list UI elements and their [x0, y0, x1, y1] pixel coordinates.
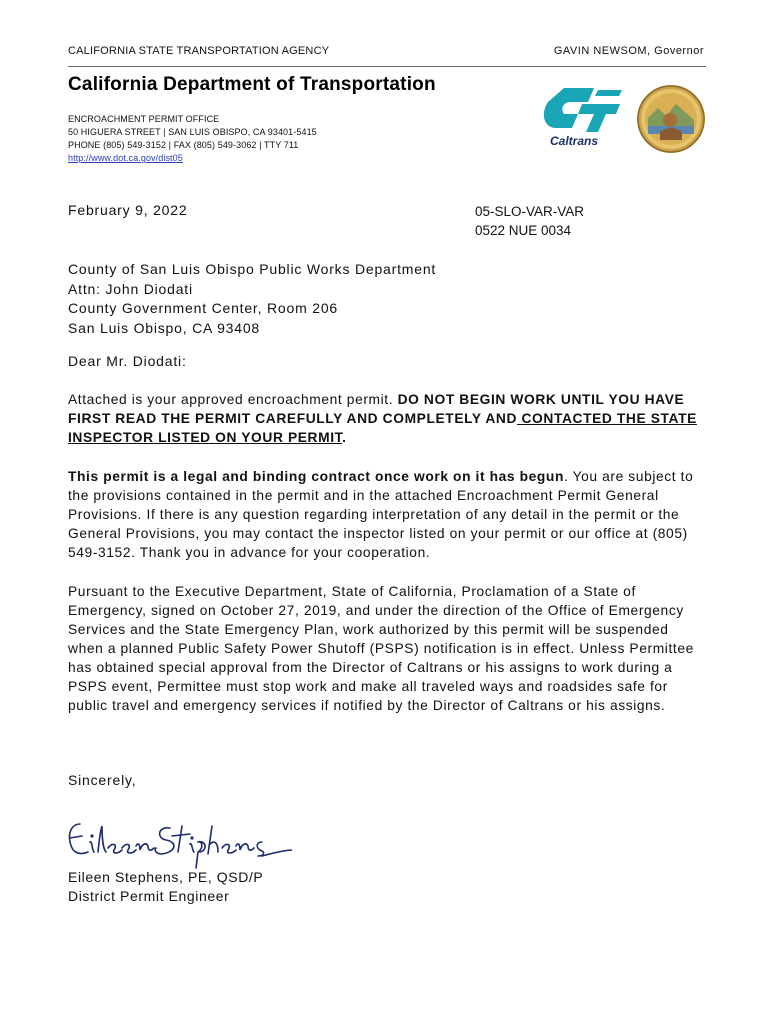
closing: Sincerely, [68, 772, 137, 788]
legal-contract-bold: This permit is a legal and binding contract once work on it has begun [68, 469, 564, 484]
paragraph-legal-contract [68, 467, 708, 562]
permit-notice-warning: DO NOT BEGIN WORK UNTIL YOU HAVE FIRST READ THE PERMIT CAREFULLY AND COMPLETELY AND [68, 392, 685, 426]
governor-name: GAVIN NEWSOM, Governor [553, 45, 704, 57]
recipient-street: County Government Center, Room 206 [68, 300, 338, 316]
permit-reference [475, 202, 584, 240]
permit-notice-contact-inspector: CONTACTED THE STATE INSPECTOR LISTED ON YOUR PERMIT [68, 411, 697, 445]
permit-notice-text: Attached is your approved encroachment permit. [68, 392, 398, 407]
office-block [68, 113, 317, 165]
caltrans-logo-icon [542, 84, 622, 148]
office-website-link[interactable]: http://www.dot.ca.gov/dist05 [68, 153, 183, 163]
recipient-address [68, 260, 436, 338]
department-title: California Department of Transportation [68, 74, 436, 95]
handwritten-signature [62, 812, 292, 872]
state-seal-icon [636, 84, 706, 154]
permit-number: 0522 NUE 0034 [475, 223, 572, 238]
signer-block [68, 868, 263, 906]
office-phone: PHONE (805) 549-3152 | FAX (805) 549-3062 | TTY 711 [68, 140, 299, 150]
recipient-city: San Luis Obispo, CA 93408 [68, 319, 261, 336]
agency-name: CALIFORNIA STATE TRANSPORTATION AGENCY [68, 45, 330, 57]
signer-name: Eileen Stephens, PE, QSD/P [68, 869, 264, 885]
recipient-organization: County of San Luis Obispo Public Works Department [68, 261, 437, 277]
paragraph-psps: Pursuant to the Executive Department, State of California, Proclamation of a State of Emergency, signed on October 27, 2019, and under the direction of the Office of Emergency Services and the State Emergency Plan, work authorized by this permit will be suspended when a planned Public Safety Power Shutoff (PSPS) notification is in effect. Unless Permittee has obtained special approval from the Director of Caltrans or his assigns to work during a PSPS event, Permittee must stop work and make all traveled ways and roadsides safe for public travel and emergency services if notified by the Director of Caltrans or his assigns. [68, 584, 694, 713]
signer-title: District Permit Engineer [68, 888, 230, 904]
header-divider [68, 66, 706, 67]
paragraph-permit-notice [68, 390, 708, 447]
permit-notice-period: . [342, 430, 347, 445]
office-address: 50 HIGUERA STREET | SAN LUIS OBISPO, CA 93401-5415 [68, 127, 317, 137]
permit-ref-location: 05-SLO-VAR-VAR [475, 204, 585, 219]
letter-date: February 9, 2022 [68, 202, 188, 218]
legal-contract-text: . You are subject to the provisions contained in the permit and in the attached Encroachment Permit General Provisions. If there is any question regarding interpretation of any detail in the permit or the General Provisions, you may contact the inspector listed on your permit or our office at (805) 549-3152. Thank you in advance for your cooperation. [68, 469, 694, 560]
caltrans-logo-text: Caltrans [550, 134, 599, 148]
recipient-attention: Attn: John Diodati [68, 280, 193, 297]
salutation: Dear Mr. Diodati: [68, 353, 187, 369]
office-name: ENCROACHMENT PERMIT OFFICE [68, 114, 220, 124]
